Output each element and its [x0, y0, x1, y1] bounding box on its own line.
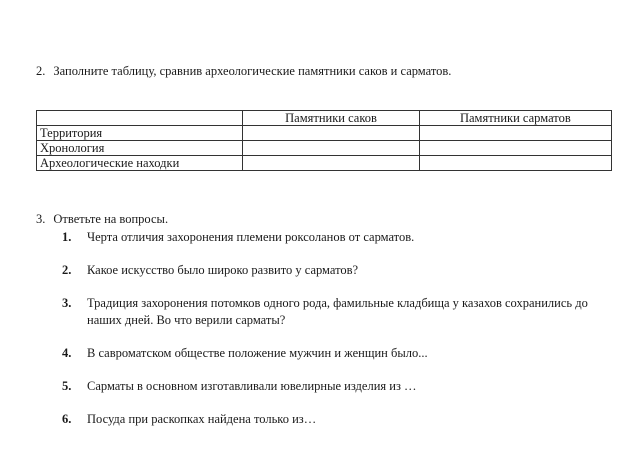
question-text: Посуда при раскопках найдена только из…: [87, 412, 317, 426]
row-label-chronology: Хронология: [37, 141, 243, 156]
row-label-territory: Территория: [37, 126, 243, 141]
table-header-sarmaty: Памятники сарматов: [419, 111, 611, 126]
question-text: Какое искусство было широко развито у сарматов?: [87, 263, 359, 277]
task2-number: 2.: [36, 64, 46, 78]
question-text: Сарматы в основном изготавливали ювелирные изделия из …: [87, 379, 417, 393]
table-row: [37, 156, 612, 171]
question-item-5: [62, 378, 622, 395]
question-text: В савроматском обществе положение мужчин и женщин было...: [87, 346, 428, 360]
cell-chronology-saki[interactable]: [243, 141, 419, 156]
task3-heading: [36, 212, 168, 227]
question-number: 1.: [62, 230, 72, 244]
task3-number: 3.: [36, 212, 46, 226]
question-text: Традиция захоронения потомков одного рода, фамильные кладбища у казахов сохранились до наших дней. Во что верили сарматы?: [87, 296, 588, 327]
task2-text: Заполните таблицу, сравнив археологические памятники саков и сарматов.: [53, 64, 452, 78]
task2-heading: [36, 64, 451, 79]
question-item-4: [62, 345, 622, 362]
question-item-3: [62, 295, 622, 329]
table-header-saki: Памятники саков: [243, 111, 419, 126]
question-item-6: [62, 411, 622, 428]
question-number: 2.: [62, 263, 72, 277]
table-header-row: [37, 111, 612, 126]
row-label-finds: Археологические находки: [37, 156, 243, 171]
table-row: [37, 126, 612, 141]
question-number: 5.: [62, 379, 72, 393]
table-header-empty: [37, 111, 243, 126]
task3-text: Ответьте на вопросы.: [53, 212, 169, 226]
comparison-table: [36, 110, 612, 171]
cell-territory-sarmaty[interactable]: [419, 126, 611, 141]
question-text: Черта отличия захоронения племени роксоланов от сарматов.: [87, 230, 415, 244]
question-item-2: [62, 262, 622, 279]
table-row: [37, 141, 612, 156]
question-item-1: [62, 229, 622, 246]
question-number: 4.: [62, 346, 72, 360]
question-number: 3.: [62, 296, 72, 310]
cell-finds-saki[interactable]: [243, 156, 419, 171]
cell-finds-sarmaty[interactable]: [419, 156, 611, 171]
cell-chronology-sarmaty[interactable]: [419, 141, 611, 156]
cell-territory-saki[interactable]: [243, 126, 419, 141]
question-number: 6.: [62, 412, 72, 426]
